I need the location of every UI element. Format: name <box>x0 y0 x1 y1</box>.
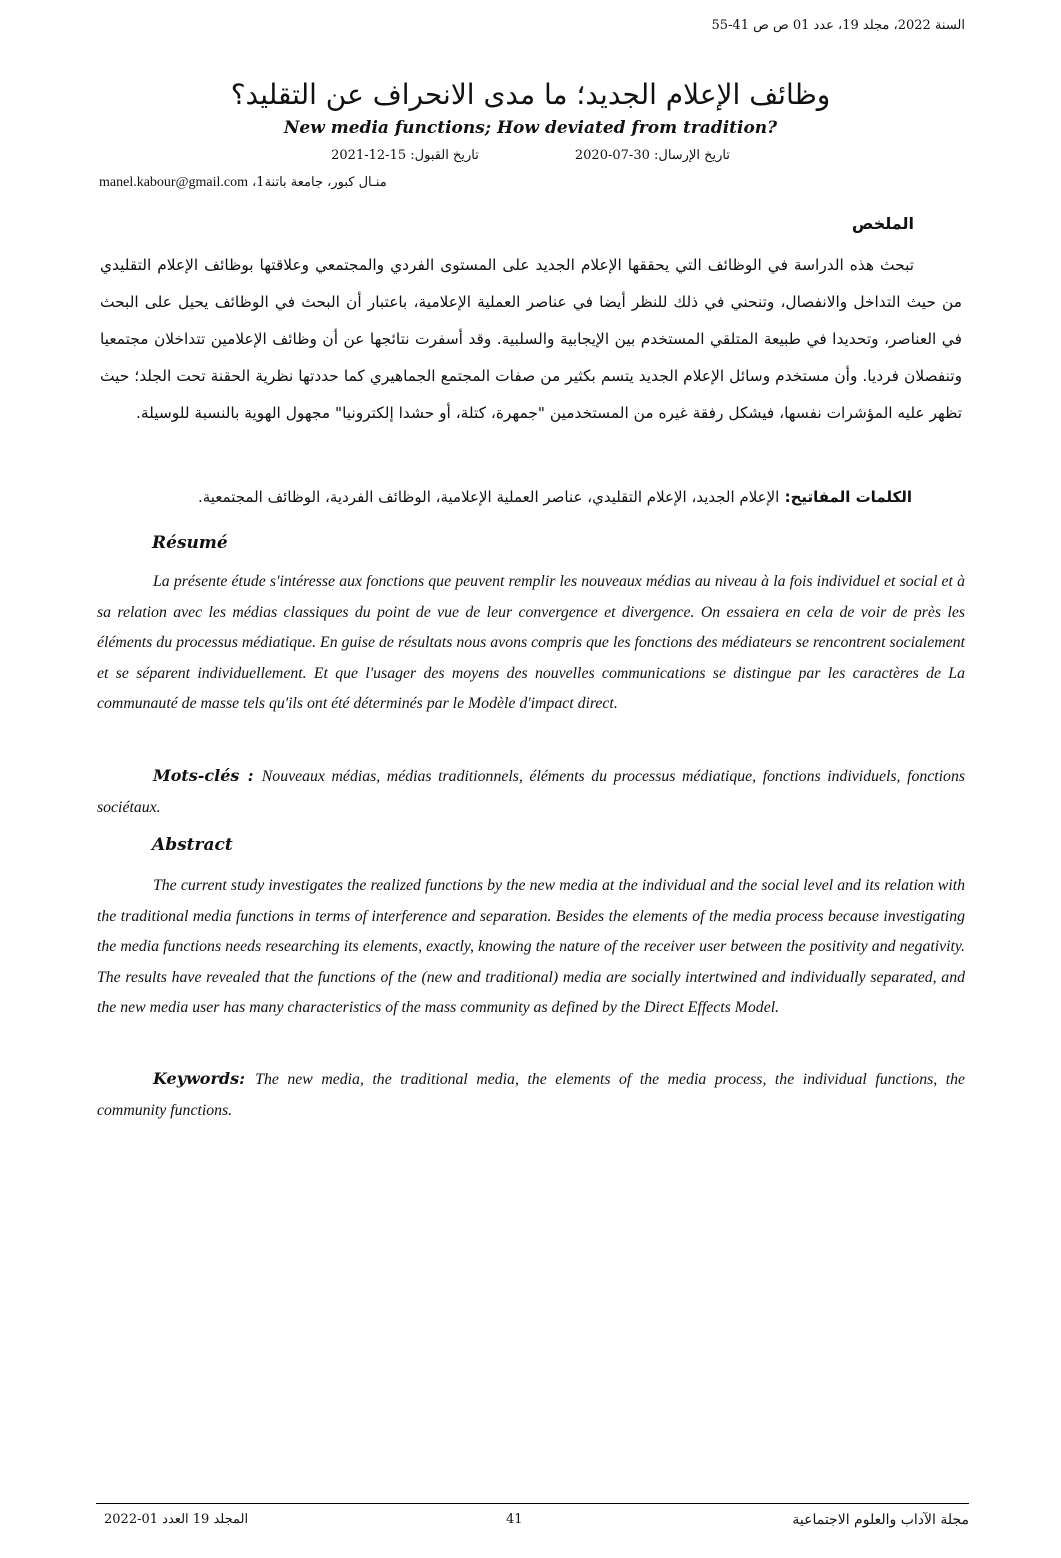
submitted-date: تاريخ الإرسال: 30-07-2020 <box>574 148 730 163</box>
arabic-abstract-heading: الملخص <box>851 214 914 233</box>
english-abstract-heading: Abstract <box>152 835 233 855</box>
title-english: New media functions; How deviated from tradition? <box>283 118 778 138</box>
french-keywords <box>97 761 965 823</box>
english-keywords <box>97 1064 965 1126</box>
accepted-date: تاريخ القبول: 15-12-2021 <box>331 148 479 163</box>
english-keywords-list: The new media, the traditional media, the elements of the media process, the individual functions, the community functions. <box>97 1071 966 1119</box>
english-keywords-label: Keywords: <box>153 1069 256 1088</box>
page-number: 41 <box>506 1512 523 1527</box>
arabic-keywords-label: الكلمات المفاتيح: <box>779 488 912 506</box>
footer-journal-name: مجلة الآداب والعلوم الاجتماعية <box>792 1512 969 1528</box>
arabic-abstract-body: تبحث هذه الدراسة في الوظائف التي يحققها الإعلام الجديد على المستوى الفردي والمجتمعي وعلاقتها بوظائف الإعلام التقليدي من حيث التداخل والانفصال، وتنحني في ذلك للنظر أيضا في عناصر العملية الإعلامية، باعتبار أن البحث في الوظائف يحيل على البحث في العناصر، وتحديدا في طبيعة المتلقي المستخدم بين الإيجابية والسلبية. وقد أسفرت نتائجها عن أن وظائف الإعلامين تتداخلان مجتمعيا وتنفصلان فرديا. وأن مستخدم وسائل الإعلام الجديد يتسم بكثير من صفات المجتمع الجماهيري كما حددتها نظرية الحقنة تحت الجلد؛ حيث تظهر عليه المؤشرات نفسها، فيشكل رفقة غيره من المستخدمين "جمهرة، كتلة، أو حشدا إلكترونيا" مجهول الهوية بالنسبة للوسيلة. <box>100 256 962 422</box>
french-keywords-label: Mots-clés : <box>153 766 262 785</box>
french-abstract-heading: Résumé <box>152 533 228 553</box>
footer-issue: المجلد 19 العدد 01-2022 <box>104 1512 249 1527</box>
french-keywords-list: Nouveaux médias, médias traditionnels, éléments du processus médiatique, fonctions individuels, fonctions sociétaux. <box>97 768 965 816</box>
author-email[interactable]: manel.kabour@gmail.com <box>99 175 248 190</box>
author-line <box>99 175 387 191</box>
footer-divider <box>96 1503 969 1504</box>
arabic-keywords-list: الإعلام الجديد، الإعلام التقليدي، عناصر العملية الإعلامية، الوظائف الفردية، الوظائف المجتمعية. <box>197 488 780 506</box>
author-name-affiliation: منـال كبور، جامعة باتنة1، <box>247 175 387 190</box>
arabic-keywords <box>100 488 912 506</box>
french-abstract-body: La présente étude s'intéresse aux fonctions que peuvent remplir les nouveaux médias au niveau à la fois individuel et social et à sa relation avec les médias classiques du point de vue de leur convergence et divergence. On essaiera en cela de voir de près les éléments du processus médiatique. En guise de résultats nous avons compris que les fonctions des médiateurs se rencontrent socialement et se séparent individuellement. Et que l'usager des moyens des nouvelles communications se distingue par les caractères de La communauté de masse tels qu'ils ont été déterminés par le Modèle d'impact direct. <box>97 573 965 713</box>
submission-dates <box>330 148 730 163</box>
title-arabic: وظائف الإعلام الجديد؛ ما مدى الانحراف عن التقليد؟ <box>230 78 831 111</box>
journal-reference: السنة 2022، مجلد 19، عدد 01 ص ص 41-55 <box>711 18 965 33</box>
english-abstract-body: The current study investigates the realized functions by the new media at the individual and the social level and its relation with the traditional media functions in terms of interference and separation. Besides the elements of the media process because investigating the media functions needs researching its elements, exactly, knowing the nature of the receiver user between the positivity and negativity. The results have revealed that the functions of the (new and traditional) media are socially intertwined and individually separated, and the new media user has many characteristics of the mass community as defined by the Direct Effects Model. <box>97 877 965 1017</box>
